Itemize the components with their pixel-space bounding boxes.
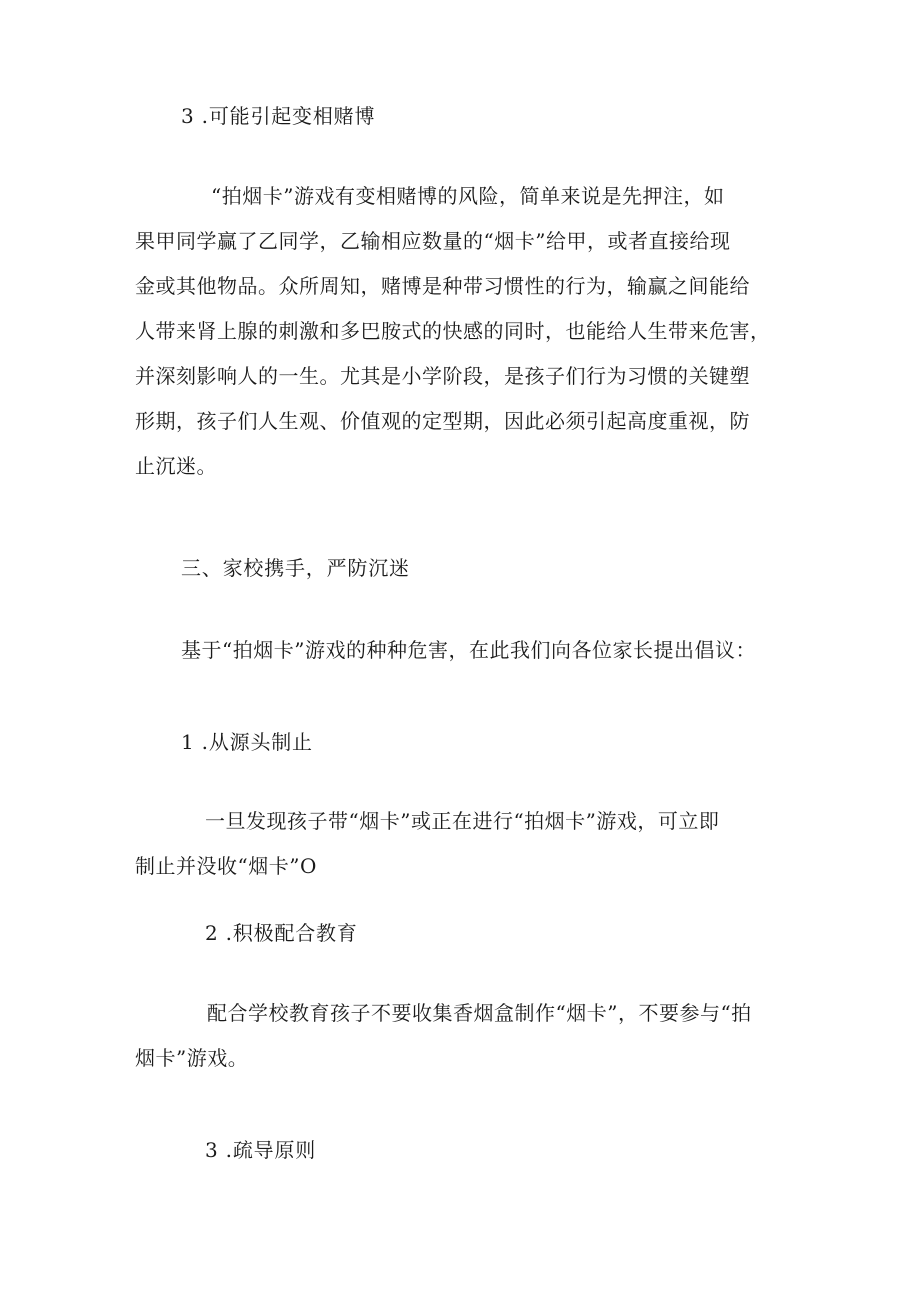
- paragraph-line: 人带来肾上腺的刺激和多巴胺式的快感的同时，也能给人生带来危害，: [135, 319, 771, 343]
- paragraph-line: 一旦发现孩子带“烟卡”或正在进行“拍烟卡”游戏，可立即: [205, 809, 720, 833]
- paragraph-line: 配合学校教育孩子不要收集香烟盒制作“烟卡”，不要参与“拍: [207, 1001, 752, 1025]
- intro-paragraph: 基于“拍烟卡”游戏的种种危害，在此我们向各位家长提出倡议：: [181, 638, 756, 662]
- proposal-title-2: 2 .积极配合教育: [205, 921, 358, 945]
- paragraph-line: 形期，孩子们人生观、价值观的定型期，因此必须引起高度重视，防: [135, 409, 750, 433]
- paragraph-line: 止沉迷。: [135, 454, 217, 478]
- paragraph-line: 制止并没收“烟卡”O: [135, 854, 317, 878]
- paragraph-line: “拍烟卡”游戏有变相赌博的风险，简单来说是先押注，如: [211, 184, 725, 208]
- paragraph-line: 金或其他物品。众所周知，赌博是种带习惯性的行为，输赢之间能给: [135, 274, 750, 298]
- paragraph-line: 烟卡”游戏。: [135, 1046, 249, 1070]
- proposal-title-1: 1 .从源头制止: [181, 730, 313, 754]
- paragraph-line: 果甲同学赢了乙同学，乙输相应数量的“烟卡”给甲，或者直接给现: [135, 229, 731, 253]
- section-heading-home-school: 三、家校携手，严防沉迷: [181, 556, 410, 580]
- proposal-title-3: 3 .疏导原则: [205, 1138, 317, 1162]
- subsection-title-gambling-risk: 3 .可能引起变相赌博: [181, 104, 376, 128]
- paragraph-line: 并深刻影响人的一生。尤其是小学阶段，是孩子们行为习惯的关键塑: [135, 364, 750, 388]
